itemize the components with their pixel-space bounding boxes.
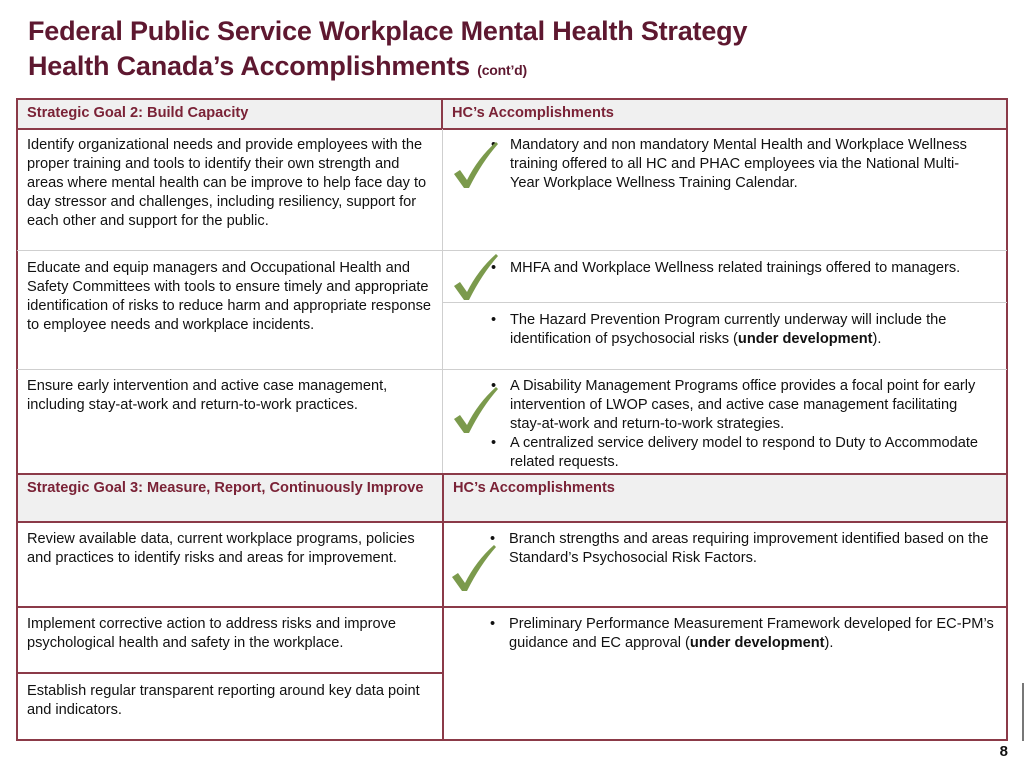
goal2-objective-3: Ensure early intervention and active case management, including stay-at-work and return-to-work practices. xyxy=(27,378,388,413)
table-border xyxy=(441,98,443,129)
table-border xyxy=(1006,98,1008,741)
acc-text: Preliminary Performance Measurement Framework developed for EC-PM’s guidance and EC approval ( xyxy=(509,616,994,651)
acc-text: The Hazard Prevention Program currently underway will include the identification of psychosocial risks ( xyxy=(510,312,947,347)
title-suffix: (cont’d) xyxy=(477,62,527,78)
acc-tail: ). xyxy=(872,331,882,347)
grid-line xyxy=(442,129,443,473)
acc-item: • A centralized service delivery model to respond to Duty to Accommodate related requests. xyxy=(488,434,988,472)
acc-item: • MHFA and Workplace Wellness related trainings offered to managers. xyxy=(488,259,988,278)
table-border xyxy=(16,98,1008,100)
title-text: Health Canada’s Accomplishments xyxy=(28,51,470,81)
goal2-acc-3 xyxy=(478,372,998,477)
goal3-acc-2 xyxy=(477,610,1007,658)
acc-tail: ). xyxy=(824,635,834,651)
goal3-acc-header: HC’s Accomplishments xyxy=(443,474,1008,522)
table-border xyxy=(16,606,1008,608)
table-border xyxy=(16,473,1008,475)
slide-title-line1: Federal Public Service Workplace Mental Health Strategy xyxy=(28,16,748,46)
acc-item: • Branch strengths and areas requiring improvement identified based on the Standard’s Psychosocial Risk Factors. xyxy=(487,530,997,568)
checkmark-icon xyxy=(452,252,498,302)
goal3-objective-3: Establish regular transparent reporting around key data point and indicators. xyxy=(27,683,420,718)
goal2-objective-1: Identify organizational needs and provide employees with the proper training and tools to identify their own strength and areas where mental health can be improve to help face day to day stressor and challenges, including resiliency, support for each other and support for the public. xyxy=(27,137,427,229)
goal2-acc-1 xyxy=(478,131,998,198)
table-border xyxy=(16,521,1008,523)
grid-line xyxy=(443,302,1007,303)
status-bold: under development xyxy=(689,635,825,651)
table-border xyxy=(16,739,1008,741)
table-border xyxy=(16,672,443,674)
goal3-objective-2: Implement corrective action to address risks and improve psychological health and safety in the workplace. xyxy=(27,616,397,651)
table-border xyxy=(16,128,1008,130)
grid-line xyxy=(17,369,1007,370)
checkmark-icon xyxy=(450,543,496,593)
acc-item: • A Disability Management Programs office provides a focal point for early intervention of LWOP cases, and active case management facilitating stay-at-work and return-to-work strategies. xyxy=(488,377,988,434)
goal2-acc-header: HC’s Accomplishments xyxy=(442,99,1008,128)
status-bold: under development xyxy=(737,331,873,347)
table-border xyxy=(16,98,18,741)
grid-line xyxy=(17,250,1007,251)
checkmark-icon xyxy=(452,140,498,190)
page-number: 8 xyxy=(999,743,1008,760)
goal2-acc-2a xyxy=(478,254,998,283)
goal3-header: Strategic Goal 3: Measure, Report, Continuously Improve xyxy=(17,474,443,522)
acc-item xyxy=(487,615,997,653)
goal3-objective-1: Review available data, current workplace programs, policies and practices to identify risks and areas for improvement. xyxy=(27,531,415,566)
goal3-acc-1 xyxy=(477,525,1007,573)
goal2-acc-2b xyxy=(478,306,1008,354)
goal2-objective-2: Educate and equip managers and Occupational Health and Safety Committees with tools to ensure timely and appropriate identification of risks to reduce harm and appropriate response to employee needs and workplace incidents. xyxy=(27,260,431,333)
slide-title-line2 xyxy=(28,51,527,82)
goal2-header: Strategic Goal 2: Build Capacity xyxy=(17,99,442,128)
acc-item: • Mandatory and non mandatory Mental Health and Workplace Wellness training offered to all HC and PHAC employees via the National Multi-Year Workplace Wellness Training Calendar. xyxy=(488,136,988,193)
acc-item xyxy=(488,311,998,349)
checkmark-icon xyxy=(452,385,498,435)
